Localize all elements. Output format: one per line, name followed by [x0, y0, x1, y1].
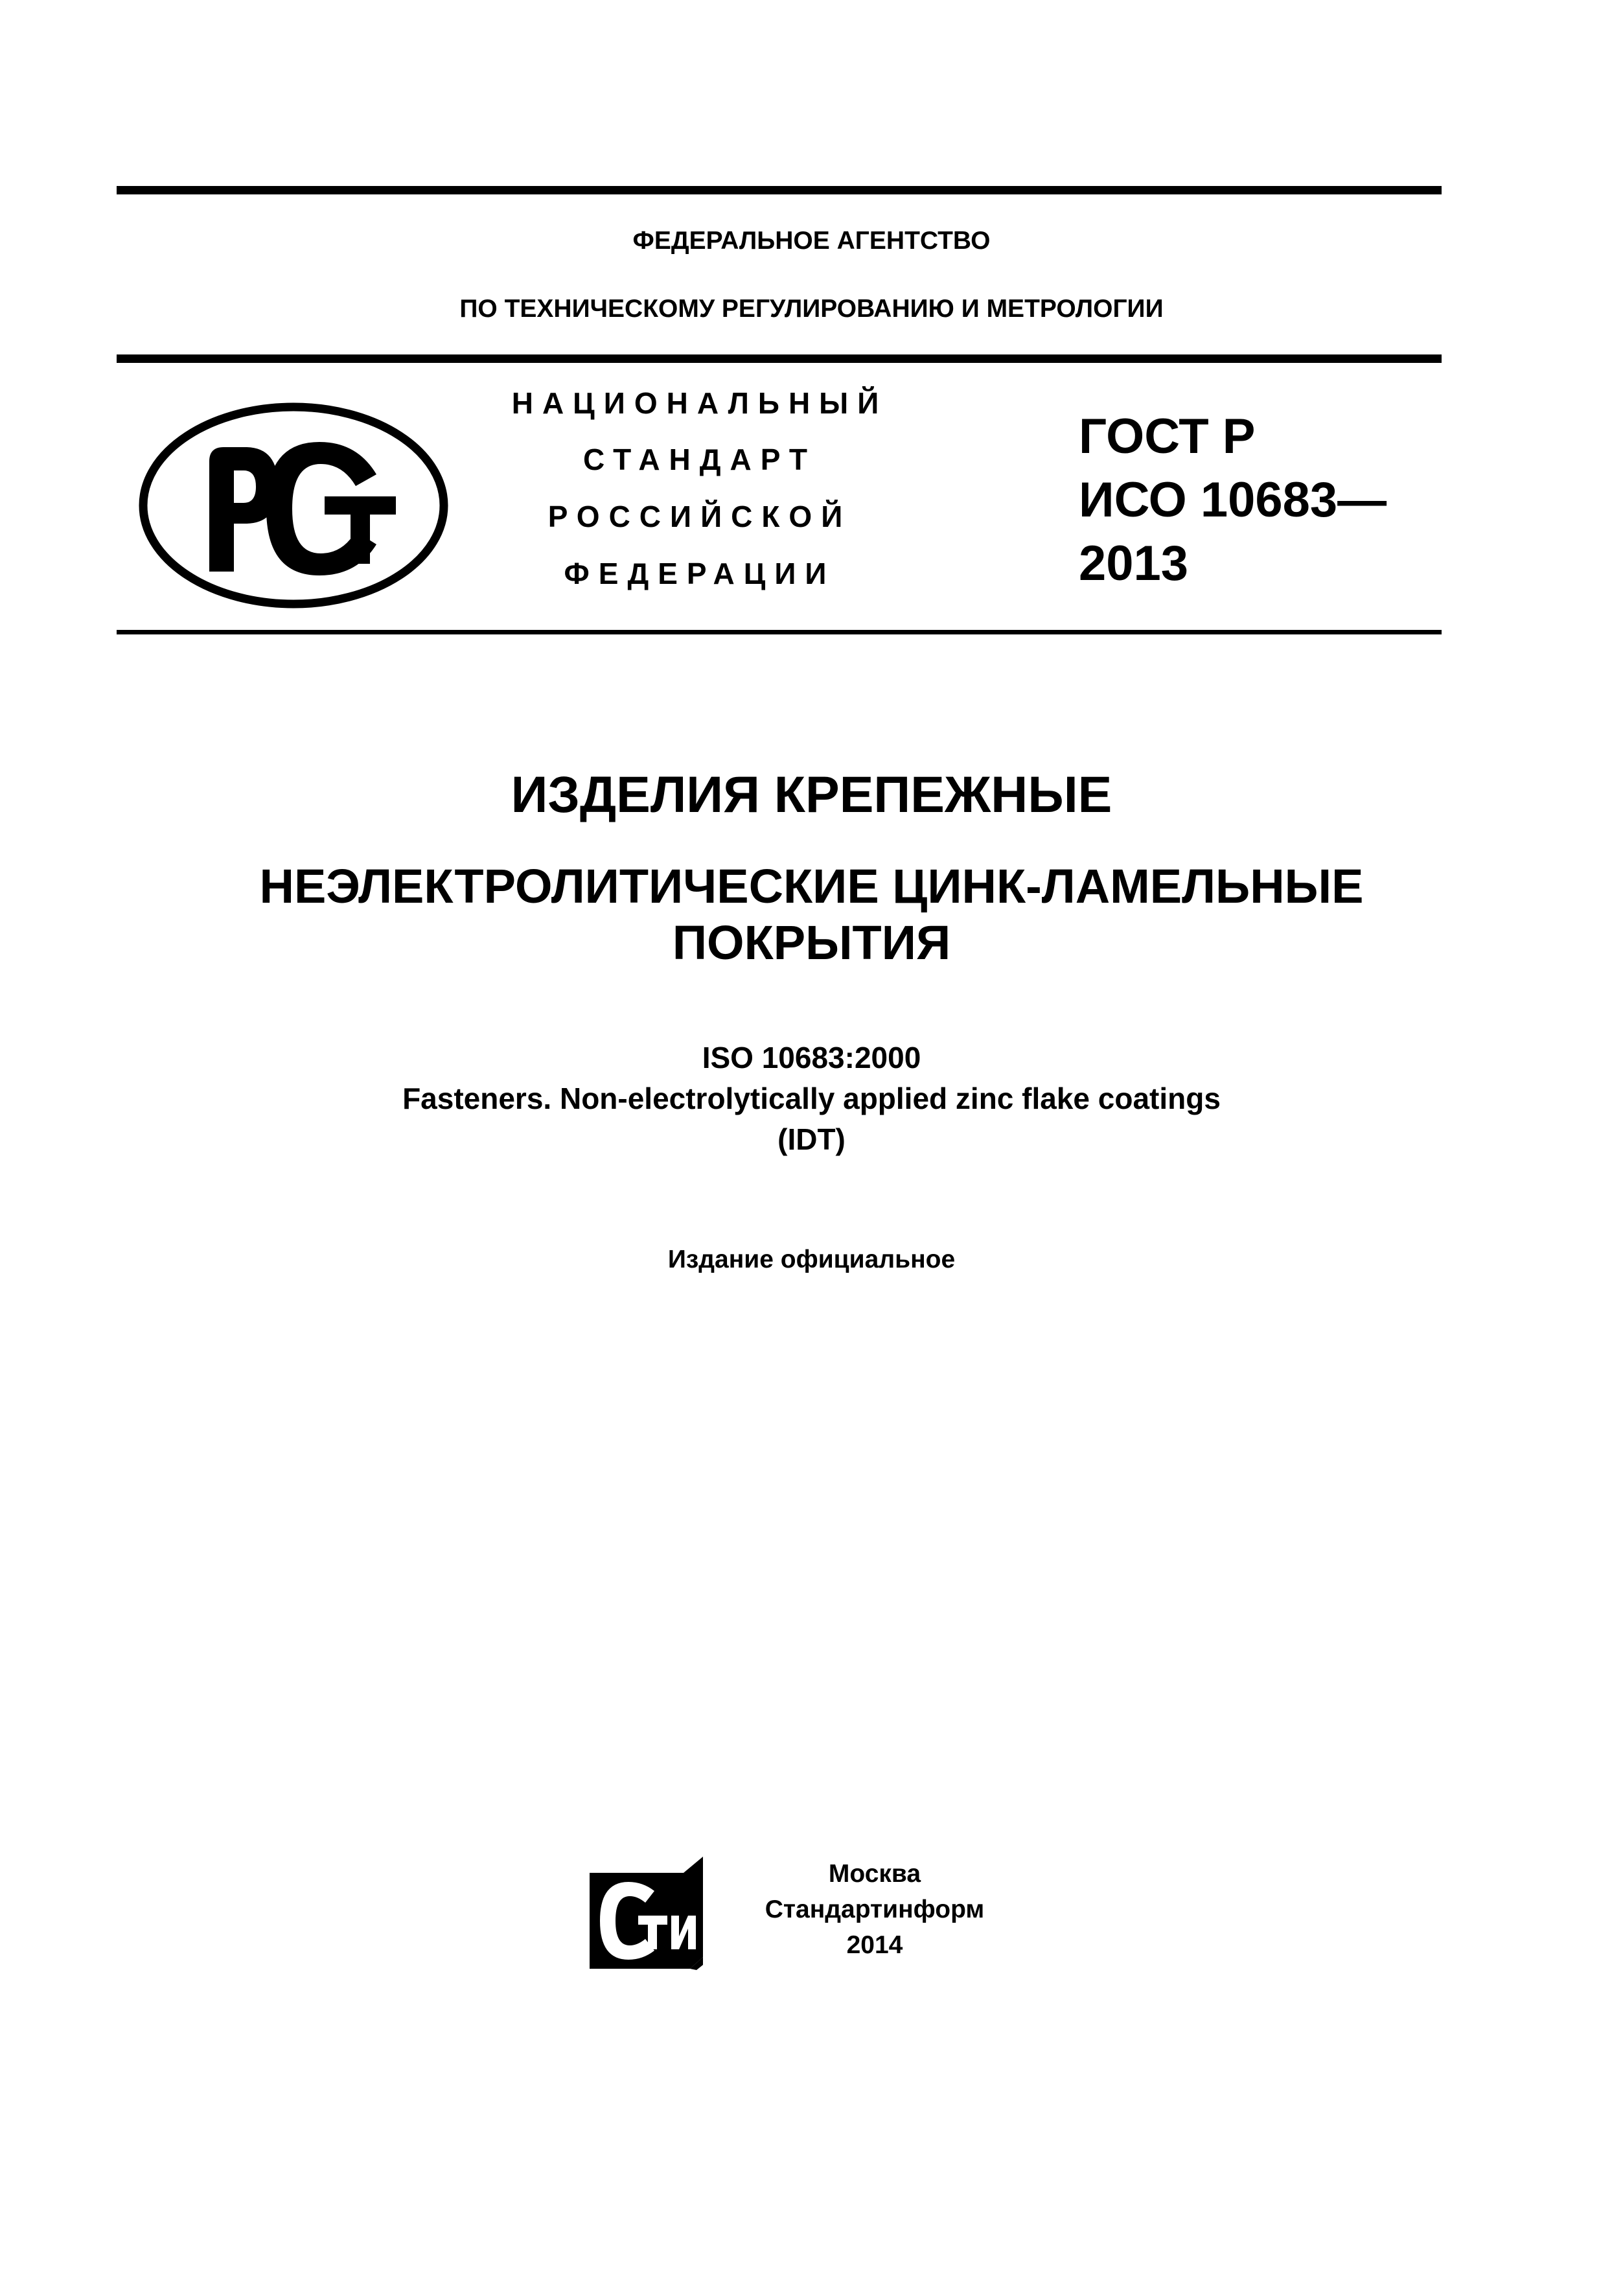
standard-type-line-4: ФЕДЕРАЦИИ: [564, 557, 836, 590]
iso-code: ISO 10683:2000: [702, 1041, 921, 1074]
iso-english-title: Fasteners. Non-electrolytically applied zinc flake coatings: [402, 1082, 1221, 1115]
rst-certification-logo: [137, 402, 450, 609]
document-subtitle-line-1: НЕЭЛЕКТРОЛИТИЧЕСКИЕ ЦИНК-ЛАМЕЛЬНЫЕ: [259, 859, 1364, 913]
document-title: ИЗДЕЛИЯ КРЕПЕЖНЫЕ: [511, 765, 1112, 823]
agency-line-2: ПО ТЕХНИЧЕСКОМУ РЕГУЛИРОВАНИЮ И МЕТРОЛОГИИ: [459, 295, 1164, 323]
designation-line-1: ГОСТ Р: [1079, 409, 1256, 464]
standard-type-line-3: РОССИЙСКОЙ: [547, 500, 852, 533]
publisher-city: Москва: [828, 1860, 921, 1888]
agency-line-1: ФЕДЕРАЛЬНОЕ АГЕНТСТВО: [632, 227, 991, 255]
standartinform-logo: [577, 1853, 706, 1970]
publisher-name: Стандартинформ: [765, 1896, 985, 1923]
edition-label: Издание официальное: [667, 1246, 956, 1273]
standard-type-line-2: СТАНДАРТ: [583, 443, 816, 476]
standard-type-line-1: НАЦИОНАЛЬНЫЙ: [511, 386, 888, 420]
designation-line-3: 2013: [1079, 536, 1189, 591]
iso-degree: (IDT): [777, 1122, 846, 1156]
top-rule: [117, 186, 1442, 194]
publisher-year: 2014: [846, 1931, 903, 1959]
block-rule: [117, 630, 1442, 634]
header-rule: [117, 354, 1442, 363]
document-subtitle-line-2: ПОКРЫТИЯ: [672, 916, 951, 969]
designation-line-2: ИСО 10683—: [1079, 472, 1387, 528]
